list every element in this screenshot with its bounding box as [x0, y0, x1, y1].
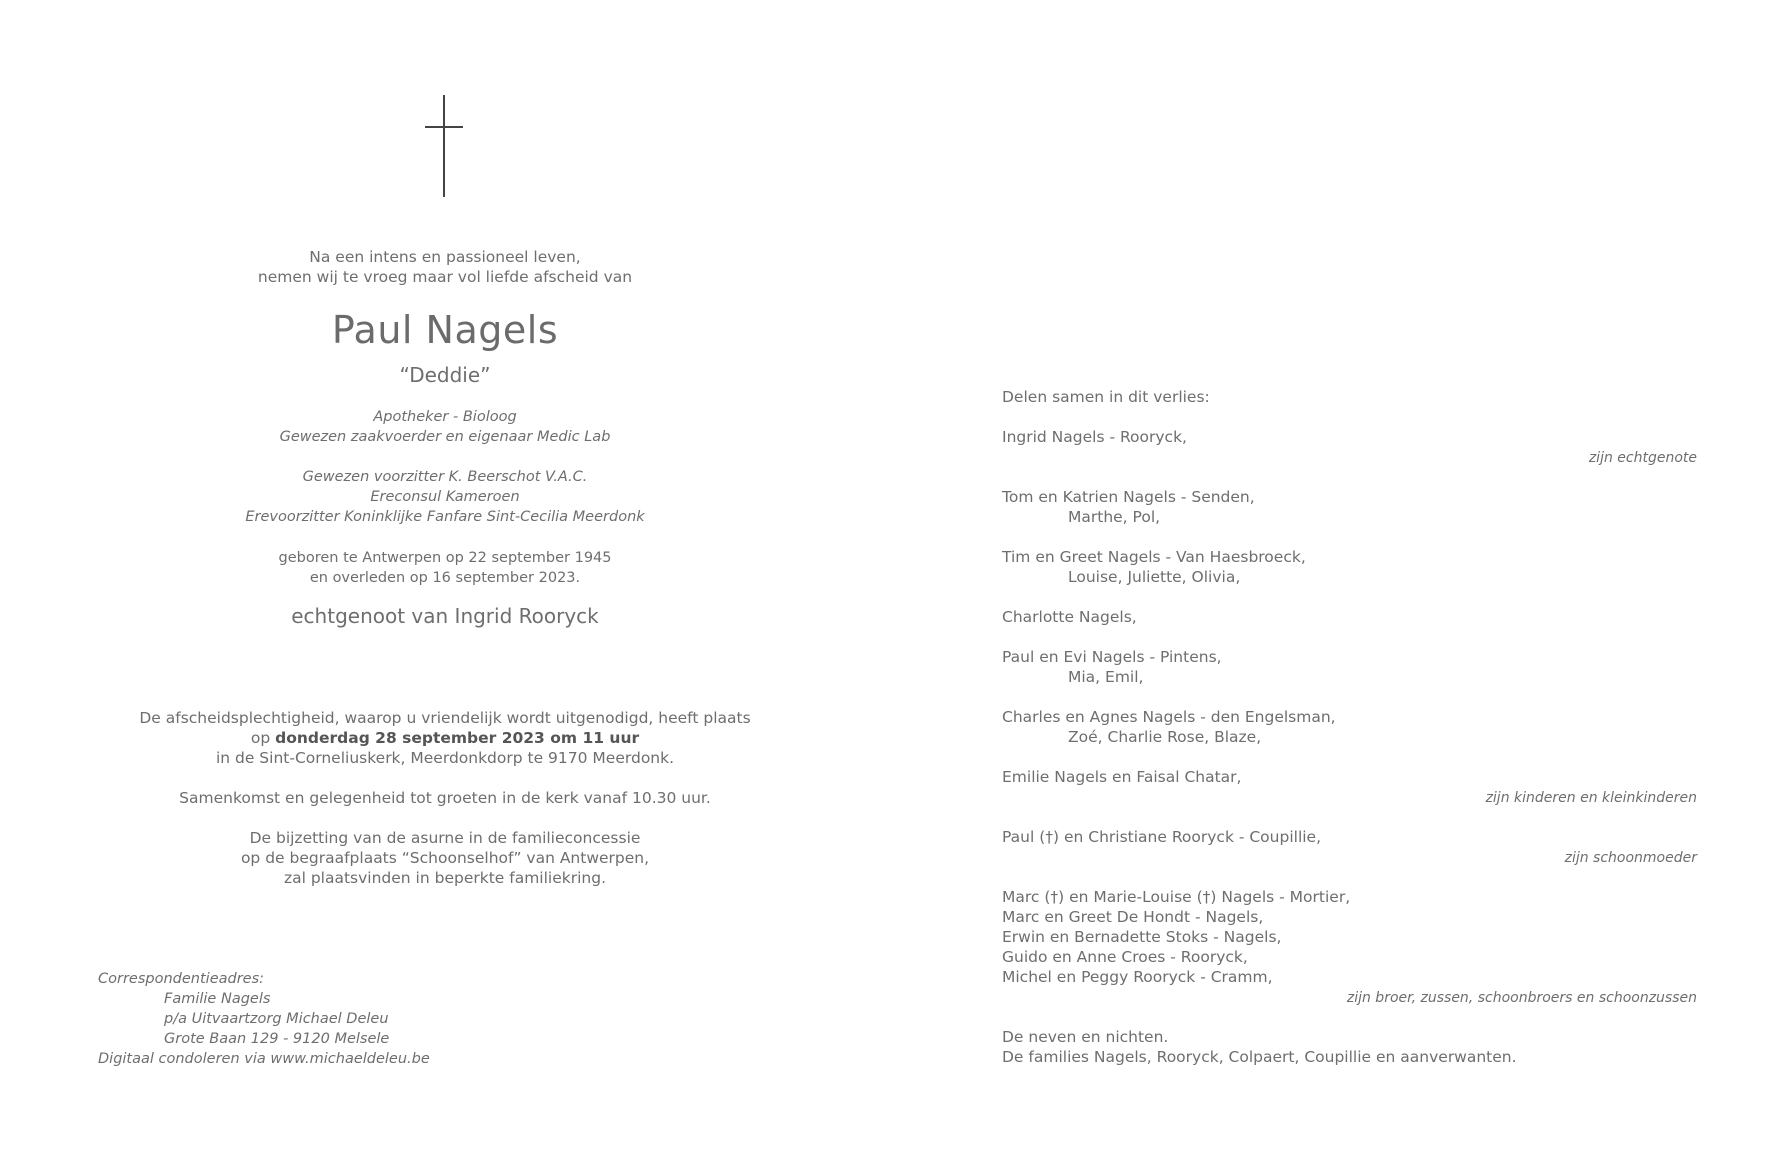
cross-icon	[425, 95, 463, 197]
mourner-emilie: Emilie Nagels en Faisal Chatar,	[1002, 768, 1242, 786]
role-wife: zijn echtgenote	[1588, 450, 1697, 466]
honorary-titles: Gewezen voorzitter K. Beerschot V.A.C. Ereconsul Kameroen Erevoorzitter Koninklijke Fanfare Sint-Cecilia Meerdonk	[245, 469, 645, 525]
birth-death-dates: geboren te Antwerpen op 22 september 1945 en overleden op 16 september 2023.	[278, 550, 612, 586]
mourner-wife: Ingrid Nagels - Rooryck,	[1002, 428, 1187, 446]
spouse-line: echtgenoot van Ingrid Rooryck	[291, 604, 599, 628]
intro-text: Na een intens en passioneel leven, nemen wij te vroeg maar vol liefde afscheid van	[257, 248, 633, 286]
role-children: zijn kinderen en kleinkinderen	[1485, 790, 1697, 806]
nickname: “Deddie”	[399, 363, 491, 387]
ceremony-info: De afscheidsplechtigheid, waarop u vriendelijk wordt uitgenodigd, heeft plaats op donderdag 28 september 2023 om 11 uur in de Sint-Corneliuskerk, Meerdonkdorp te 9170 Meerdonk.	[139, 709, 751, 767]
mourner-family-tom: Tom en Katrien Nagels - Senden, Marthe, Pol,	[1002, 488, 1255, 526]
meeting-info: Samenkomst en gelegenheid tot groeten in de kerk vanaf 10.30 uur.	[179, 789, 711, 807]
left-page	[0, 0, 890, 1166]
professions: Apotheker - Bioloog Gewezen zaakvoerder en eigenaar Medic Lab	[279, 409, 611, 445]
online-condolence-link[interactable]: Digitaal condoleren via www.michaeldeleu.be	[98, 1051, 430, 1067]
mourner-family-tim: Tim en Greet Nagels - Van Haesbroeck, Louise, Juliette, Olivia,	[1002, 548, 1306, 586]
deceased-name: Paul Nagels	[331, 308, 559, 352]
burial-info: De bijzetting van de asurne in de familieconcessie op de begraafplaats “Schoonselhof” van Antwerpen, zal plaatsvinden in beperkte familiekring.	[240, 829, 650, 887]
mourner-family-charles: Charles en Agnes Nagels - den Engelsman, Zoé, Charlie Rose, Blaze,	[1002, 708, 1336, 746]
ceremony-date: donderdag 28 september 2023 om 11 uur	[275, 729, 640, 747]
closing-lines: De neven en nichten. De families Nagels, Rooryck, Colpaert, Coupillie en aanverwanten.	[1002, 1028, 1517, 1066]
mourner-siblings: Marc (†) en Marie-Louise (†) Nagels - Mortier, Marc en Greet De Hondt - Nagels, Erwin en Bernadette Stoks - Nagels, Guido en Anne Croes - Rooryck, Michel en Peggy Rooryck - Cramm,	[1002, 888, 1351, 986]
right-page	[1002, 0, 1697, 1166]
correspondence-address: Correspondentieadres: Familie Nagels p/a Uitvaartzorg Michael Deleu Grote Baan 129 - 9120 Melsele Digitaal condoleren via www.michaeldeleu.be	[98, 971, 430, 1067]
role-siblings: zijn broer, zussen, schoonbroers en schoonzussen	[1346, 990, 1697, 1006]
mourner-family-paul: Paul en Evi Nagels - Pintens, Mia, Emil,	[1002, 648, 1222, 686]
mourner-charlotte: Charlotte Nagels,	[1002, 608, 1137, 626]
mourner-in-laws: Paul (†) en Christiane Rooryck - Coupillie,	[1002, 828, 1322, 846]
role-mother-in-law: zijn schoonmoeder	[1564, 850, 1697, 866]
mourners-heading: Delen samen in dit verlies:	[1002, 388, 1210, 406]
